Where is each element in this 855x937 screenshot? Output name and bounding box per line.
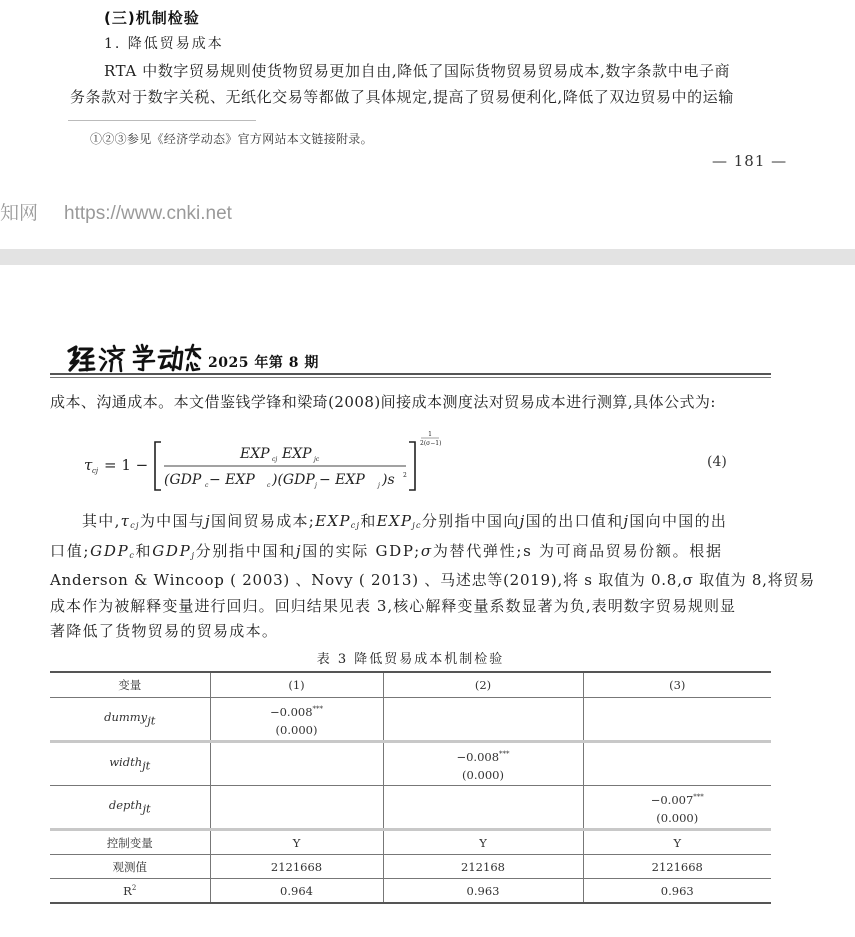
sub-heading: 1. 降低贸易成本 <box>104 36 224 52</box>
controls-cell: Y <box>383 830 583 855</box>
coef-cell <box>583 698 771 742</box>
coef-cell <box>210 742 383 786</box>
obs-cell: 2121668 <box>210 855 383 879</box>
page-number: — 181 — <box>712 152 788 170</box>
explanation-paragraph <box>50 509 815 645</box>
formula-eq: = 1 − <box>104 456 149 474</box>
trade-cost-formula <box>84 430 484 500</box>
r2-cell: 0.963 <box>583 879 771 904</box>
watermark-url: https://www.cnki.net <box>64 203 232 224</box>
paragraph-line-1: RTA 中数字贸易规则使货物贸易更加自由,降低了国际货物贸易贸易成本,数字条款中电子商 <box>104 62 731 80</box>
table-row-depth <box>50 786 771 830</box>
explanation-line-1: 其中$,\tau_{cj}$为中国与j国间贸易成本$;EXP_{cj}$和$EXP_{jc}$分别指中国向j国的出口值和j国向中国的出 <box>82 512 728 530</box>
formula-den-4: c <box>267 482 271 489</box>
header-col-3: (3) <box>583 672 771 698</box>
formula-num-sub2: jc <box>314 456 320 463</box>
formula-num-exp1: EXP <box>240 446 270 462</box>
table-row-dummy <box>50 698 771 742</box>
formula-den-6: j <box>315 482 317 489</box>
formula-num-exp2: EXP <box>282 446 312 462</box>
coef-cell <box>210 786 383 830</box>
header-col-2: (2) <box>383 672 583 698</box>
left-bracket <box>155 442 161 490</box>
formula-den-8: j <box>378 482 380 489</box>
row-label: dummy$_{jt}$ <box>50 698 210 742</box>
header-rule-thin <box>50 377 771 378</box>
coef-cell <box>383 786 583 830</box>
formula-den-5: )(GDP <box>272 472 315 488</box>
row-label: depth$_{jt}$ <box>50 786 210 830</box>
obs-cell: 212168 <box>383 855 583 879</box>
formula-lhs-sub: cj <box>92 467 99 475</box>
controls-cell: Y <box>210 830 383 855</box>
page-separator <box>0 249 855 265</box>
formula-exp-num: 1 <box>428 431 432 438</box>
formula-den-2: c <box>205 482 209 489</box>
row-label: 观测值 <box>50 855 210 879</box>
issue-number: 8 <box>288 355 299 371</box>
table-row-width <box>50 742 771 786</box>
formula-den-10: 2 <box>403 472 407 479</box>
equation-number: (4) <box>707 454 727 470</box>
issue-year: 2025 <box>208 355 249 371</box>
intro-line: 成本、沟通成本。本文借鉴钱学锋和梁琦(2008)间接成本测度法对贸易成本进行测算,具体公式为: <box>50 393 716 411</box>
footnote-divider <box>68 120 256 121</box>
table-row-r2 <box>50 879 771 904</box>
section-heading: (三)机制检验 <box>104 9 200 27</box>
footnote: ①②③参见《经济学动态》官方网站本文链接附录。 <box>90 132 373 146</box>
header-rule <box>50 373 771 375</box>
table-row-observations <box>50 855 771 879</box>
formula-den-9: )s <box>382 472 395 488</box>
explanation-line-5: 著降低了货物贸易的贸易成本。 <box>50 622 279 640</box>
row-label: width$_{jt}$ <box>50 742 210 786</box>
coef-cell: −0.008*** (0.000) <box>383 742 583 786</box>
row-label: 控制变量 <box>50 830 210 855</box>
issue-label <box>208 352 319 372</box>
coef-cell <box>383 698 583 742</box>
row-label: $R^2$ <box>50 879 210 904</box>
cnki-watermark <box>0 198 232 225</box>
controls-cell: Y <box>583 830 771 855</box>
regression-table <box>50 671 771 904</box>
formula-num-sub1: cj <box>272 456 278 463</box>
formula-lhs: τ <box>84 456 93 474</box>
formula-den-1: (GDP <box>164 472 202 488</box>
table-header-row <box>50 672 771 698</box>
formula-exp-den: 2(σ−1) <box>420 440 442 447</box>
formula-den-7: − EXP <box>319 472 365 488</box>
header-variable: 变量 <box>50 672 210 698</box>
table-row-controls <box>50 830 771 855</box>
explanation-line-3: Anderson & Wincoop ( 2003) 、Novy ( 2013) 、马述忠等(2019),将 s 取值为 0.8,σ 取值为 8,将贸易 <box>50 571 815 589</box>
coef-cell <box>583 742 771 786</box>
explanation-line-2: 口值$;GDP_c$和$GDP_j$分别指中国和j国的实际 GDP;σ为替代弹性;s 为可商品贸易份额。根据 <box>50 541 723 560</box>
paragraph-line-2: 务条款对于数字关税、无纸化交易等都做了具体规定,提高了贸易便利化,降低了双边贸易中的运输 <box>70 88 734 106</box>
obs-cell: 2121668 <box>583 855 771 879</box>
table-title: 表 3 降低贸易成本机制检验 <box>316 652 505 667</box>
right-bracket <box>409 442 415 490</box>
explanation-line-4: 成本作为被解释变量进行回归。回归结果见表 3,核心解释变量系数显著为负,表明数字贸易规则显 <box>50 596 737 615</box>
r2-cell: 0.964 <box>210 879 383 904</box>
issue-number-label: 期 <box>304 355 319 371</box>
r2-cell: 0.963 <box>383 879 583 904</box>
header-col-1: (1) <box>210 672 383 698</box>
coef-cell: −0.007*** (0.000) <box>583 786 771 830</box>
formula-den-3: − EXP <box>209 472 255 488</box>
journal-logo <box>66 343 202 373</box>
coef-cell: −0.008*** (0.000) <box>210 698 383 742</box>
issue-year-label: 年第 <box>254 355 284 371</box>
watermark-site: 知网 <box>0 203 39 224</box>
